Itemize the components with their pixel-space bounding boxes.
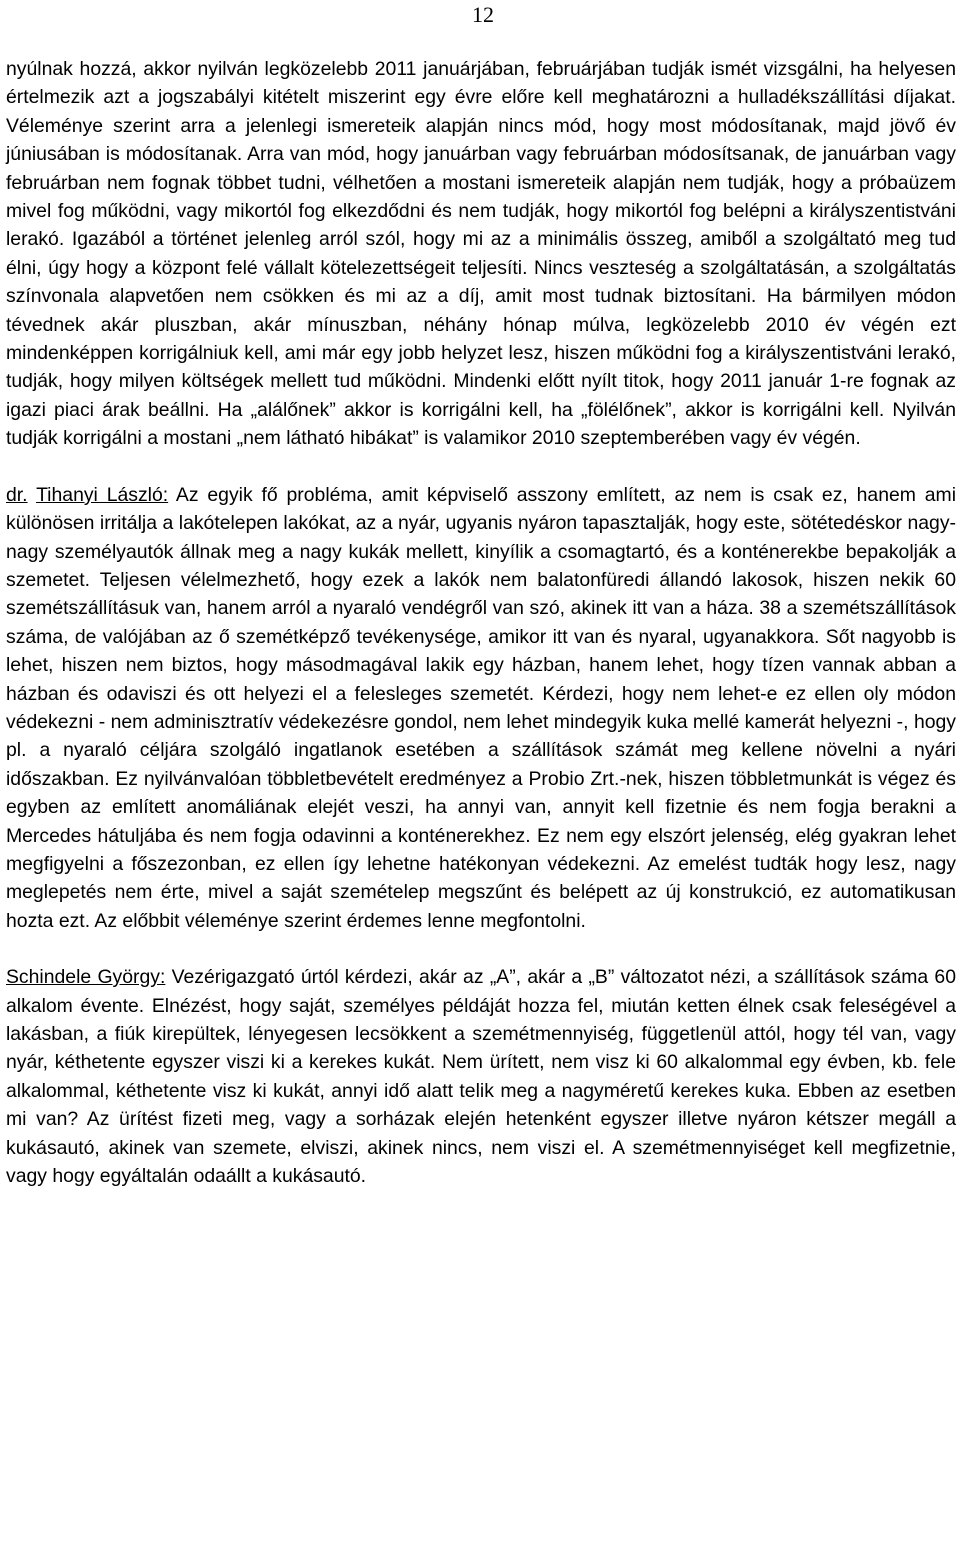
paragraph-continuation: nyúlnak hozzá, akkor nyilván legközelebb 2011 januárjában, februárjában tudják ismét vizsgálni, ha helyesen értelmezik azt a jogszabályi kitételt miszerint egy évre előre kell meghatározni a hulladékszállítási díjakat. Véleménye szerint arra a jelenlegi ismereteik alapján nincs mód, hogy most módosítanak, majd jövő év júniusában is módosítanak. Arra van mód, hogy januárban vagy februárban módosítsanak, de januárban vagy februárban nem fognak többet tudni, vélhetően a mostani ismereteik alapján nem tudják, hogy a próbaüzem mivel fog működni, vagy mikortól fog elkezdődni és nem tudják, hogy mikortól fog belépni a királyszentistváni lerakó. Igazából a történet jelenleg arról szól, hogy mi az a minimális összeg, amiből a szolgáltató meg tud élni, úgy hogy a központ felé vállalt kötelezettségeit teljesíti. Nincs veszteség a szolgáltatásán, a szolgáltatás színvonala alapvetően nem csökken és mi az a díj, amit most tudnak biztosítani. Ha bármilyen módon tévednek akár pluszban, akár mínuszban, néhány hónap múlva, legközelebb 2010 év végén ezt mindenképpen korrigálniuk kell, ami már egy jobb helyzet lesz, hiszen működni fog a királyszentistváni lerakó, tudják, hogy milyen költségek mellett tud működni. Mindenki előtt nyílt titok, hogy 2011 január 1-re fognak az igazi piaci árak beállni. Ha „alálőnek” akkor is korrigálni kell, ha „fölélőnek”, akkor is korrigálni kell. Nyilván tudják korrigálni a mostani „nem látható hibákat” is valamikor 2010 szeptemberében vagy év végén. [6, 58, 956, 450]
speaker-prefix: dr. [6, 483, 28, 506]
speaker-paragraph-schindele [6, 963, 956, 1190]
document-body [6, 55, 956, 1190]
speaker-text-tihanyi: Az egyik fő probléma, amit képviselő asszony említett, az nem is csak ez, hanem ami különösen irritálja a lakótelepen lakókat, az a nyár, ugyanis nyáron tapasztalják, hogy este, sötétedéskor nagy-nagy személyautók állnak meg a nagy kukák mellett, kinyílik a csomagtartó, és a konténerekbe bepakolják a szemetet. Teljesen vélelmezhető, hogy ezek a lakók nem balatonfüredi állandó lakosok, hiszen nekik 60 szemétszállításuk van, hanem arról a nyaraló vendégről van szó, akinek itt van a háza. 38 a szemétszállítások száma, de valójában az ő szemétképző tevékenysége, amikor itt van és nyaral, ugyanakkora. Sőt nagyobb is lehet, hiszen nem biztos, hogy másodmagával lakik egy házban, hanem lehet, hogy tízen vannak abban a házban és odaviszi és ott helyezi el a felesleges szemetét. Kérdezi, hogy nem lehet-e ez ellen oly módon védekezni - nem adminisztratív védekezésre gondol, nem lehet mindegyik kuka mellé kamerát helyezni -, hogy pl. a nyaraló céljára szolgáló ingatlanok esetében a szállítások számát meg kellene növelni a nyári időszakban. Ez nyilvánvalóan többletbevételt eredményez a Probio Zrt.-nek, hiszen többletmunkát is végez és egyben az említett anomáliának elejét veszi, ha annyi van, annyit kell fizetnie és nem fogja berakni a Mercedes hátuljába és nem fogja odavinni a konténerekhez. Ez nem egy elszórt jelenség, elég gyakran lehet megfigyelni a főszezonban, ez ellen így lehetne hatékonyan védekezni. Az emelést tudták hogy lesz, nagy meglepetés nem érte, mivel a saját szemételep megszűnt és belépett az új konstrukció, ez automatikusan hozta ezt. Az előbbit véleménye szerint érdemes lenne megfontolni. [6, 483, 956, 932]
paragraph-spacer [6, 935, 956, 963]
speaker-name-tihanyi: Tihanyi László: [36, 483, 169, 506]
speaker-name-schindele: Schindele György: [6, 966, 166, 989]
speaker-paragraph-tihanyi [6, 481, 956, 936]
paragraph-spacer [6, 453, 956, 481]
page-number: 12 [472, 2, 494, 27]
speaker-text-schindele: Vezérigazgató úrtól kérdezi, akár az „A”, akár a „B” változatot nézi, a szállítások száma 60 alkalom évente. Elnézést, hogy saját, személyes példáját hozza fel, miután ketten élnek csak feleségével a lakásban, a fiúk kirepültek, lényegesen lecsökkent a szemétmennyiség, függetlenül attól, hogy tél van, vagy nyár, kéthetente egyszer viszi ki a kerekes kukát. Nem ürített, nem visz ki 60 alkalommal egy évben, kb. fele alkalommal, kéthetente visz ki kukát, annyi idő alatt telik meg a nagyméretű kerekes kuka. Ebben az esetben mi van? Az ürítést fizeti meg, vagy a sorházak elején hetenként egyszer illetve nyáron kétszer megáll a kukásautó, akinek van szemete, elviszi, akinek nincs, nem viszi el. A szemétmennyiséget kell megfizetnie, vagy hogy egyáltalán odaállt a kukásautó. [6, 966, 956, 1188]
